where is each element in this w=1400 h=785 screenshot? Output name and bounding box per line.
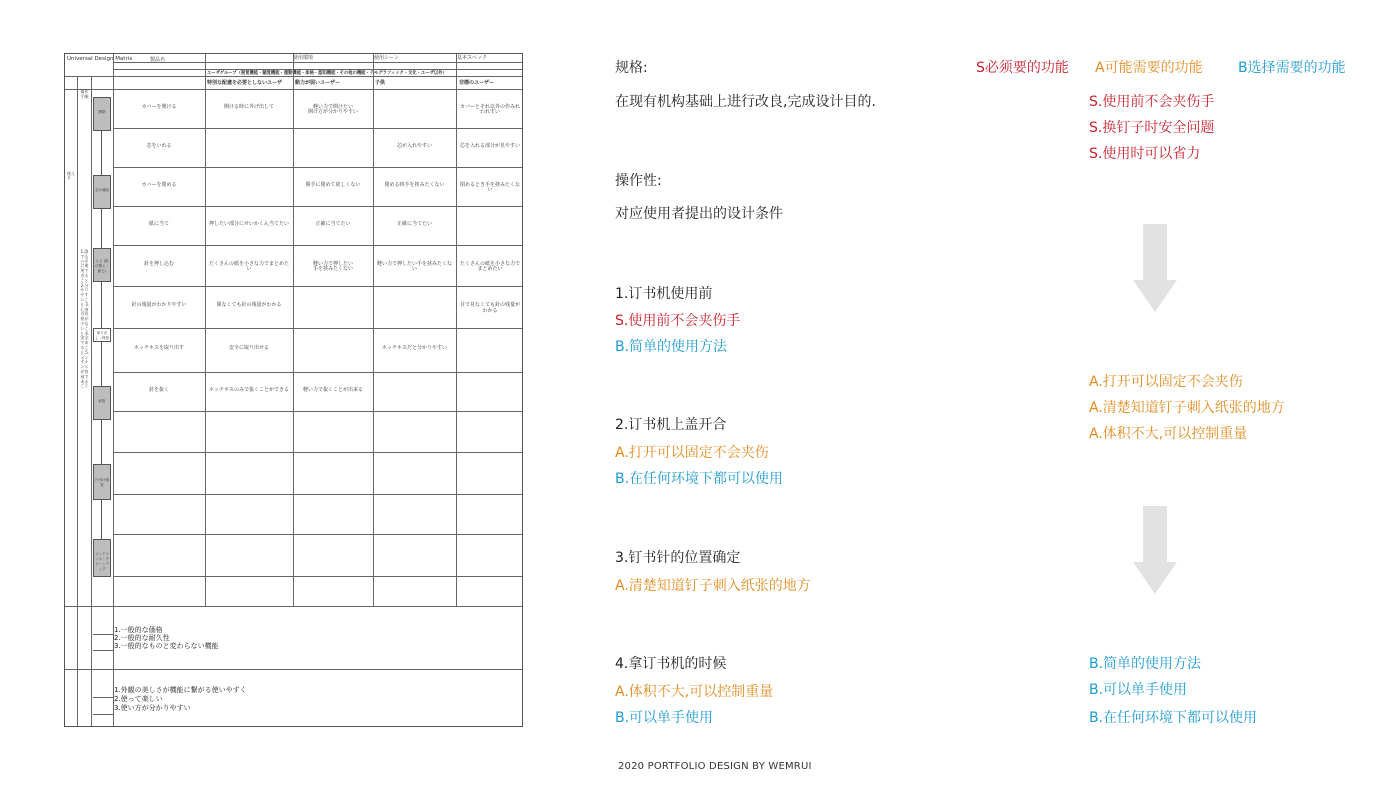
step-2-item-1: B.在任何环境下都可以使用: [615, 471, 784, 487]
matrix-cell: 押したい部分にせいかくん当てたい: [208, 220, 289, 227]
matrix-action-cell: 芯をいれる: [146, 142, 172, 149]
down-arrow-icon: [1133, 506, 1177, 594]
matrix-action-cell: カバーを開ける: [141, 103, 177, 110]
note-a-0: 1.一般的な価格: [114, 626, 163, 634]
spec-desc: 在现有机构基础上进行改良,完成设计目的.: [615, 94, 876, 110]
step-1-item-0: S.使用前不会夹伤手: [615, 313, 741, 329]
matrix-action-cell: 針を抜く: [148, 386, 169, 393]
note-b-2: 3.使い方が分かりやすい: [114, 704, 191, 712]
matrix-cell: 軽い力で開けたい 開け方が分かりやすい: [307, 103, 358, 116]
spec-item-0: S.使用前不会夹伤手: [1089, 94, 1215, 110]
matrix-cell: 正確に当てたい: [396, 220, 432, 227]
stage-box-2: とじ (紙の整え・綴じ): [93, 248, 111, 282]
matrix-cell: 安全に取り出せる: [228, 345, 269, 351]
matrix-cell: 開ける時に外げ出して: [223, 103, 274, 110]
step-1-title: 1.订书机使用前: [615, 286, 713, 302]
matrix-environment: 使用環境: [293, 55, 314, 61]
step-4-title: 4.拿订书机的时候: [615, 656, 727, 672]
universal-design-matrix: [64, 53, 523, 727]
matrix-cell: 軽い力で押したい 手を挟みたくない: [312, 260, 353, 273]
matrix-user-3: 非標のユーザー: [459, 80, 495, 86]
matrix-cell: 閉めるとき手を挟みたくない: [459, 181, 520, 194]
operability-desc: 对应使用者提出的设计条件: [615, 206, 783, 222]
matrix-user-0: 特別な配慮を必要としないユーザ: [207, 80, 283, 86]
note-a-2: 3.一般的なものと変わらない機能: [114, 642, 219, 650]
step-3-title: 3.钉书针的位置确定: [615, 550, 741, 566]
spec-item-1: S.换钉子时安全问题: [1089, 120, 1215, 136]
matrix-cell: 勝手に閉めて欲しくない: [305, 181, 361, 188]
matrix-scene: 使用シーン: [374, 55, 399, 61]
step-4-item-0: A.体积不大,可以控制重量: [615, 684, 774, 700]
stage-box-5: 片付け保管: [93, 464, 111, 500]
matrix-cell: 目で見なくても針の残量がわかる: [459, 302, 520, 314]
footer-credit: 2020 PORTFOLIO DESIGN BY WEMRUI: [618, 761, 812, 772]
b-group-item-1: B.可以单手使用: [1089, 682, 1188, 698]
matrix-user-1: 動力が弱いユーザー: [295, 80, 341, 86]
matrix-action-cell: 紙に当て: [148, 220, 169, 227]
matrix-user-2: 子供: [375, 80, 386, 86]
matrix-cell: 正確に当てたい: [315, 220, 351, 227]
matrix-action-cell: 針の残量がわかりやすい: [131, 302, 187, 308]
a-group-item-2: A.体积不大,可以控制重量: [1089, 426, 1248, 442]
matrix-cell: 軽い力で抜くことが出来る: [302, 386, 363, 393]
note-b-1: 2.使って楽しい: [114, 695, 163, 703]
operability-title: 操作性:: [615, 173, 662, 189]
step-2-title: 2.订书机上盖开合: [615, 417, 727, 433]
matrix-cell: 閉める時手を挟みたくない: [384, 181, 445, 188]
left-label-2: 1.誰でも公平に使用できること 2.分かりやすいこと 3.心身の負担が少ないこと 4.安全であること 5.メンテナンスが容易であること: [79, 249, 90, 389]
step-4-item-1: B.可以单手使用: [615, 710, 714, 726]
left-label-0: 操作手順: [80, 89, 89, 99]
matrix-action-cell: ホッチキスを取り出す: [134, 345, 184, 351]
matrix-cell: たくさんの紙を小さな力でまとめたい: [208, 260, 289, 273]
b-group-item-2: B.在任何环境下都可以使用: [1089, 710, 1258, 726]
matrix-cell: ホッチキスのみで抜くことができる: [209, 386, 289, 393]
stage-box-1: 芯の補給: [93, 175, 111, 209]
a-group-item-1: A.清楚知道钉子刺入纸张的地方: [1089, 400, 1285, 416]
a-group-item-0: A.打开可以固定不会夹伤: [1089, 374, 1243, 390]
matrix-user-group: ユーザグループ（視覚機能・聴覚機能・運動機能・体格・認知機能・その他の機能・デモグラフィック・文化・ユーザ以外）: [207, 71, 447, 76]
legend-s: S必须要的功能: [976, 60, 1069, 76]
matrix-cell: カバーとそれ以外の作みれわれすい: [459, 103, 520, 116]
legend-b: B选择需要的功能: [1238, 60, 1346, 76]
matrix-spec: 基本スペック: [457, 55, 488, 61]
matrix-action-cell: 針を押し込む: [143, 260, 174, 267]
matrix-cell: 間なくても針の残量がわかる: [216, 302, 282, 308]
step-3-item-0: A.清楚知道钉子刺入纸张的地方: [615, 578, 811, 594]
step-2-item-0: A.打开可以固定不会夹伤: [615, 445, 769, 461]
left-label-1: 使える: [67, 171, 75, 181]
spec-item-2: S.使用时可以省力: [1089, 146, 1201, 162]
note-a-1: 2.一般的な耐久性: [114, 634, 170, 642]
stage-box-3: 取り出し・保管: [93, 328, 111, 342]
b-group-item-0: B.简单的使用方法: [1089, 656, 1202, 672]
matrix-action-cell: カバーを閉める: [141, 181, 177, 188]
matrix-product-name: 製品名: [150, 57, 166, 63]
spec-title: 规格:: [615, 60, 648, 76]
matrix-cell: 軽い力で押したい手を挟みたくない: [376, 260, 452, 273]
step-1-item-1: B.简单的使用方法: [615, 339, 728, 355]
matrix-cell: 芯を入れる部分が見やすい: [459, 142, 520, 149]
matrix-cell: 芯が入れやすい: [396, 142, 432, 149]
stage-box-6: メンテナンス・クリーンアップ: [93, 539, 111, 577]
note-b-0: 1.外観の美しさが機能に繋がる使いやすく: [114, 686, 247, 694]
matrix-cell: たくさんの紙を小さな力でまとめたい: [459, 260, 520, 273]
down-arrow-icon: [1133, 224, 1177, 312]
matrix-cell: ホッチキスだと分かりやすい: [382, 345, 447, 351]
matrix-title: Universal Design Matrix: [67, 56, 133, 62]
stage-box-4: 針抜: [93, 386, 111, 420]
stage-box-0: 開閉: [93, 97, 111, 131]
legend-a: A可能需要的功能: [1095, 60, 1203, 76]
